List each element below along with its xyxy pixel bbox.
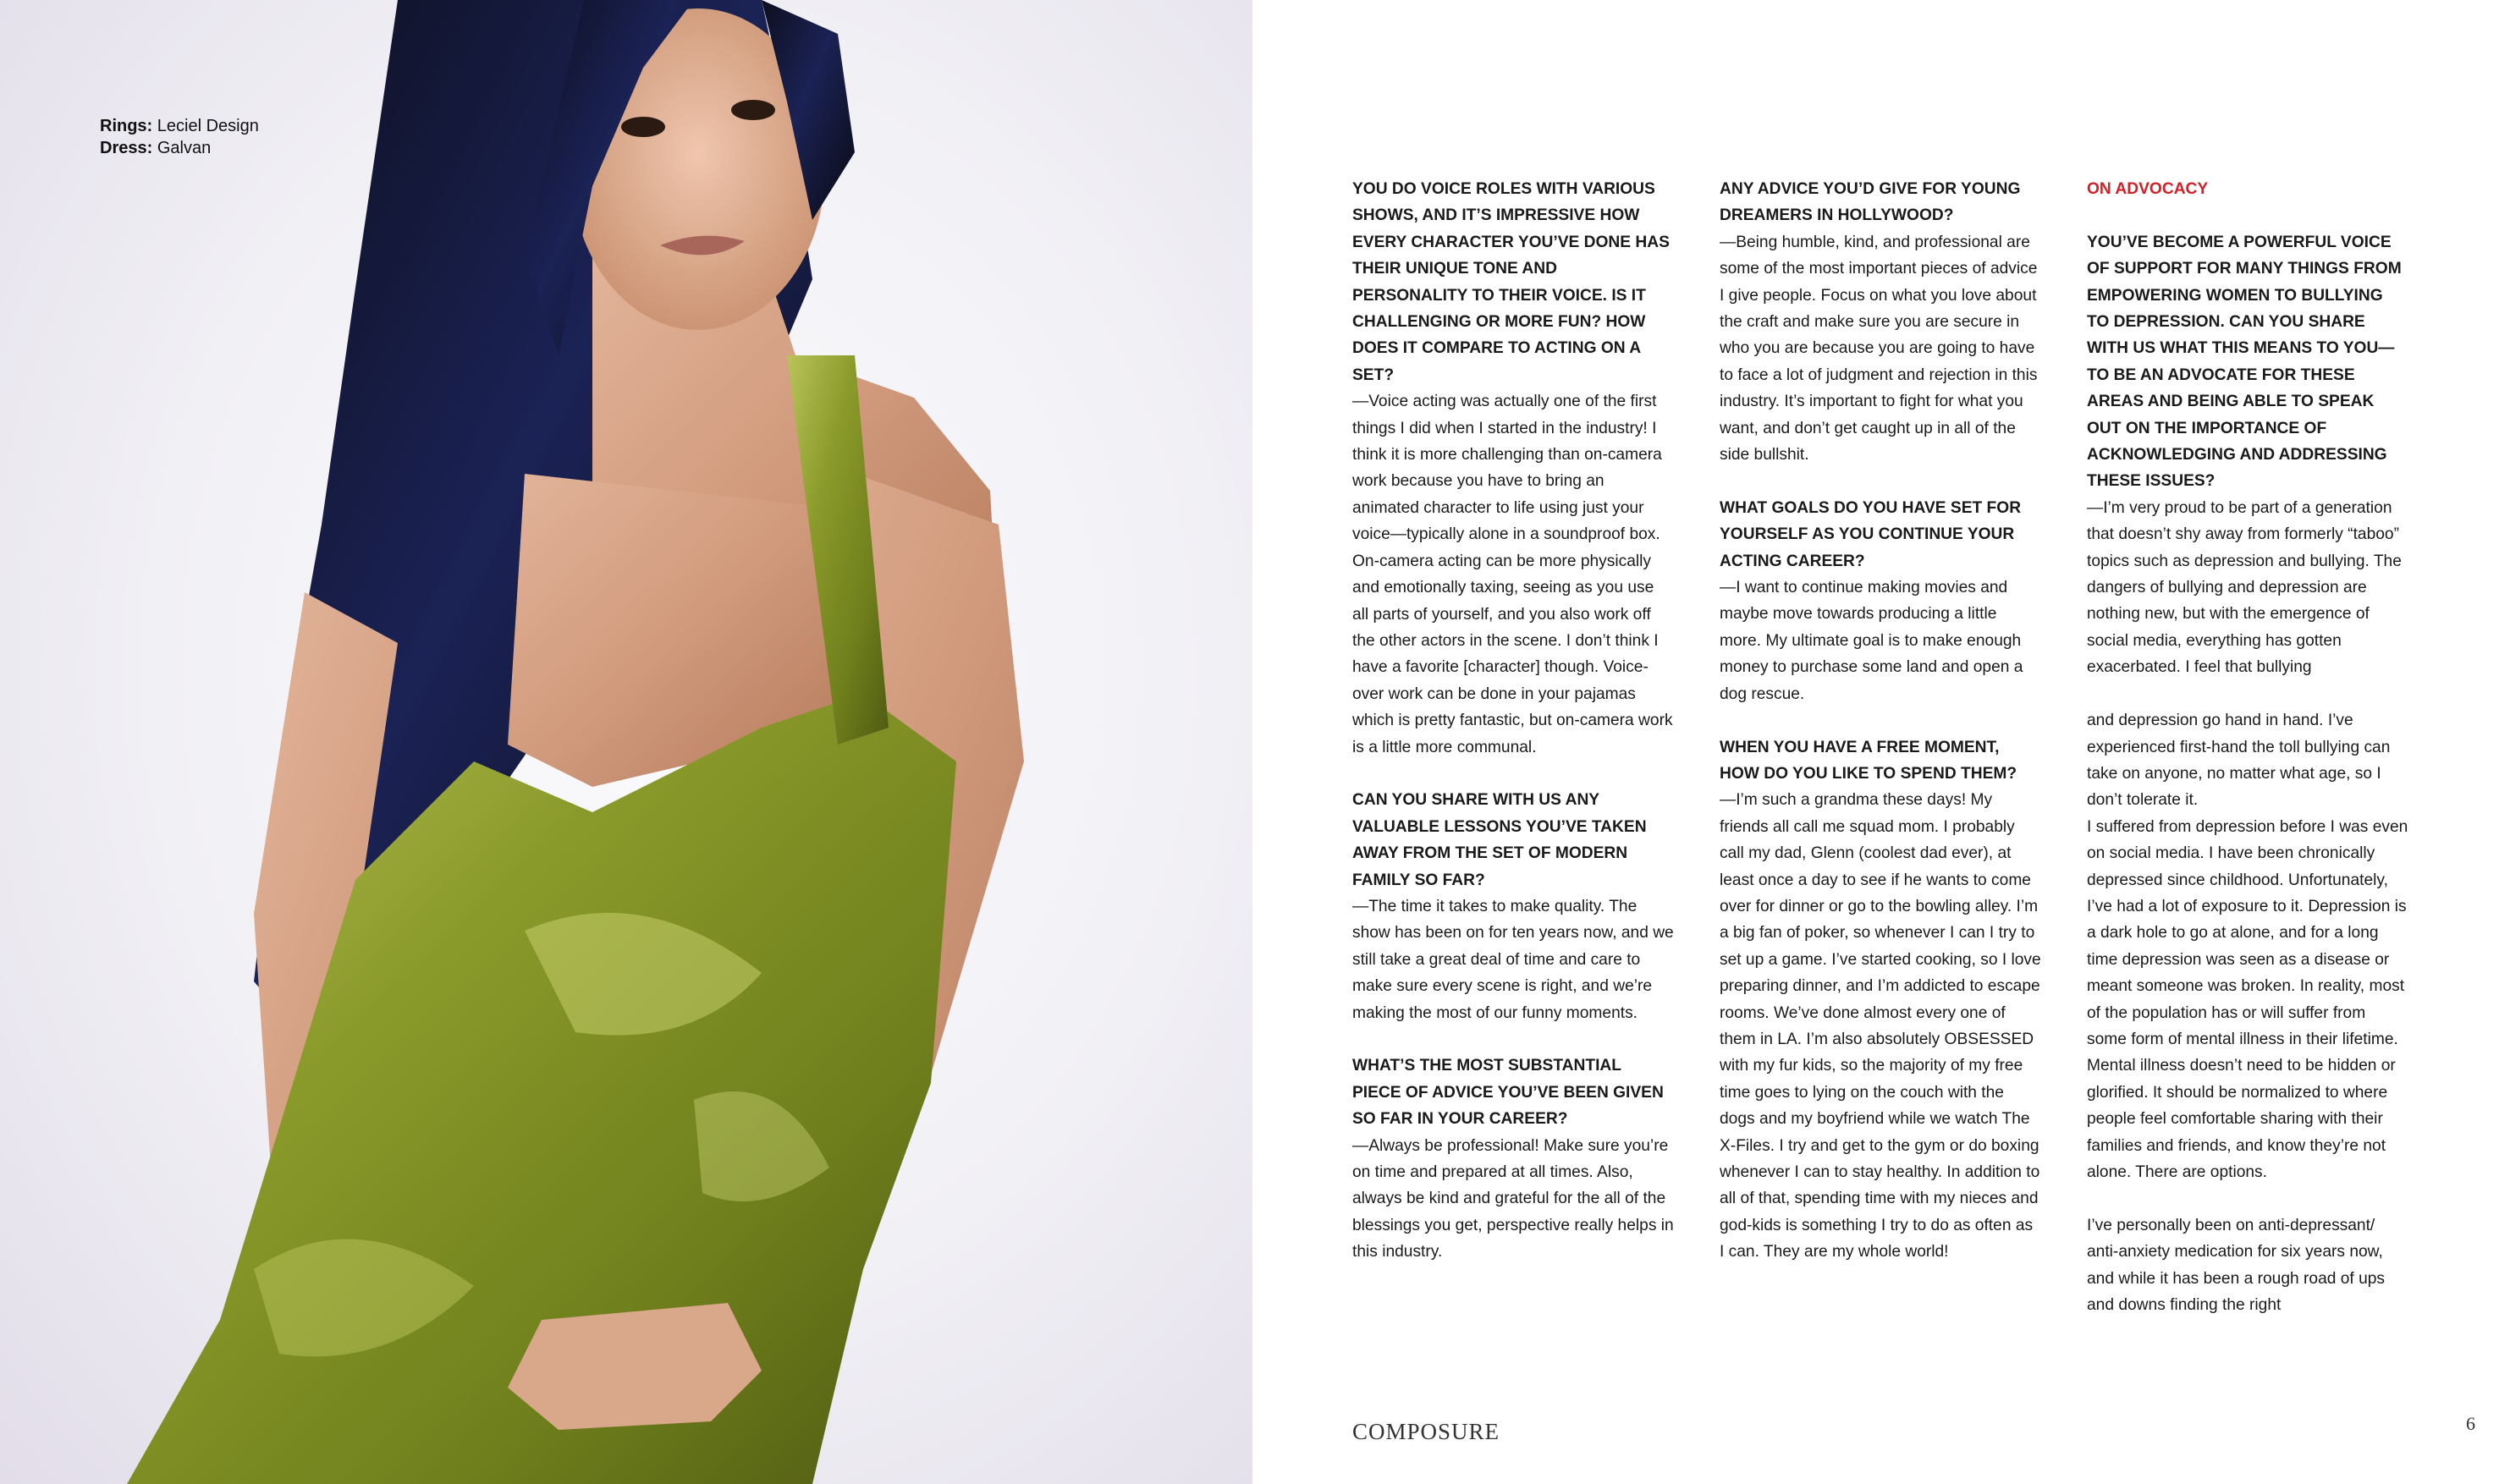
credit-rings-value: Leciel Design — [157, 117, 259, 135]
interview-question: WHAT’S THE MOST SUBSTANTIAL PIECE OF ADVICE YOU’VE BEEN GIVEN SO FAR IN YOUR CAREER? — [1352, 1057, 1664, 1129]
paragraph-spacer — [2087, 681, 2408, 707]
text-page — [1252, 0, 2499, 1484]
paragraph-spacer — [2087, 1185, 2408, 1212]
credit-dress-value: Galvan — [157, 139, 212, 157]
interview-question: YOU’VE BECOME A POWERFUL VOICE OF SUPPORT FOR MANY THINGS FROM EMPOWERING WOMEN TO BULLYING TO DEPRESSION. CAN YOU SHARE WITH US WHAT THIS MEANS TO YOU—TO BE AN ADVOCATE FOR THESE AREAS AND BEING ABLE TO SPEAK OUT ON THE IMPORTANCE OF ACKNOWLEDGING AND ADDRESSING THESE ISSUES? — [2087, 233, 2402, 491]
interview-question: CAN YOU SHARE WITH US ANY VALUABLE LESSONS YOU’VE TAKEN AWAY FROM THE SET OF MODERN FAMILY SO FAR? — [1352, 791, 1647, 889]
interview-question: ANY ADVICE YOU’D GIVE FOR YOUNG DREAMERS IN HOLLYWOOD? — [1720, 180, 2021, 225]
interview-answer: —I’m very proud to be part of a generation that doesn’t shy away from formerly “taboo” topics such as depression and bullying. The dangers of bullying and depression are nothing new, but with the emergence of social media, everything has gotten exacerbated. I feel that bullying — [2087, 498, 2402, 677]
paragraph-spacer — [1352, 1026, 1674, 1053]
paragraph-spacer — [1352, 761, 1674, 787]
interview-answer: I suffered from depression before I was even on social media. I have been chronically depressed since childhood. Unfortunately, I’ve had a lot of exposure to it. Depression is a dark hole to go at alone, and for a long time depression was seen as a disease or meant someone was broken. In reality, most of the population has or will suffer from some form of mental illness in their lifetime. Mental illness doesn’t need to be hidden or glorified. It should be normalized to where people feel comfortable sharing with their families and friends, and know they’re not alone. There are options. — [2087, 817, 2408, 1181]
interview-answer: —Voice acting was actually one of the first things I did when I started in the industry! I think it is more challenging than on-camera work because you have to bring an animated character to life using just your voice—typically alone in a soundproof box. On-camera acting can be more physically and emotionally taxing, seeing as you use all parts of yourself, and you also work off the other actors in the scene. I don’t think I have a favorite [character] though. Voice-over work can be done in your pajamas which is pretty fantastic, but on-camera work is a little more communal. — [1352, 393, 1673, 756]
interview-answer: —I’m such a grandma these days! My friends all call me squad mom. I probably call my dad, Glenn (coolest dad ever), at least once a day to see if he wants to come over for dinner or go to the bowling alley. I’m a big fan of poker, so whenever I can I try to set up a game. I’ve started cooking, so I love preparing dinner, and I’m addicted to escape rooms. We’ve done almost every one of them in LA. I’m also absolutely OBSESSED with my fur kids, so the majority of my free time goes to lying on the couch with the dogs and my boyfriend while we watch The X-Files. I try and get to the gym or do boxing whenever I can to stay healthy. In addition to all of that, spending time with my nieces and god-kids is something I try to do as often as I can. They are my whole world! — [1720, 791, 2041, 1261]
interview-answer: —Being humble, kind, and professional are some of the most important pieces of advice I give people. Focus on what you love about the craft and make sure you are secure in who you are because you are going to have to face a lot of judgment and rejection in this industry. It’s important to fight for what you want, and don’t get caught up in all of the side bullshit. — [1720, 233, 2038, 464]
interview-answer: I’ve personally been on anti-depressant/ anti-anxiety medication for six years now, and while it has been a rough road of ups and downs finding the right — [2087, 1216, 2386, 1315]
text-column-1 — [1352, 176, 1674, 1266]
interview-question: YOU DO VOICE ROLES WITH VARIOUS SHOWS, AND IT’S IMPRESSIVE HOW EVERY CHARACTER YOU’VE DONE HAS THEIR UNIQUE TONE AND PERSONALITY TO THEIR VOICE. IS IT CHALLENGING OR MORE FUN? HOW DOES IT COMPARE TO ACTING ON A SET? — [1352, 180, 1670, 384]
interview-answer: —Always be professional! Make sure you’re on time and prepared at all times. Also, always be kind and grateful for the all of the blessings you get, perspective really helps in this industry. — [1352, 1136, 1674, 1261]
paragraph-spacer — [2087, 202, 2408, 228]
paragraph-spacer — [1720, 468, 2041, 494]
credit-dress — [100, 137, 259, 159]
wardrobe-credits — [100, 115, 259, 159]
section-heading: ON ADVOCACY — [2087, 180, 2209, 198]
interview-question: WHEN YOU HAVE A FREE MOMENT, HOW DO YOU LIKE TO SPEND THEM? — [1720, 738, 2017, 783]
text-column-2 — [1720, 176, 2041, 1266]
interview-question: WHAT GOALS DO YOU HAVE SET FOR YOURSELF AS YOU CONTINUE YOUR ACTING CAREER? — [1720, 498, 2022, 570]
credit-rings — [100, 115, 259, 137]
paragraph-spacer — [1720, 707, 2041, 734]
interview-answer: —The time it takes to make quality. The show has been on for ten years now, and we still take a great deal of time and care to make sure every scene is right, and we’re making the most of our funny moments. — [1352, 897, 1674, 1022]
interview-answer: and depression go hand in hand. I’ve experienced first-hand the toll bullying can take on anyone, no matter what age, so I don’t tolerate it. — [2087, 712, 2391, 810]
credit-dress-label: Dress: — [100, 139, 153, 157]
interview-answer: —I want to continue making movies and maybe move towards producing a little more. My ultimate goal is to make enough money to purchase some land and open a dog rescue. — [1720, 579, 2023, 703]
text-column-3 — [2087, 176, 2408, 1318]
credit-rings-label: Rings: — [100, 117, 153, 135]
page-number: 6 — [2466, 1413, 2475, 1434]
magazine-brand: COMPOSURE — [1352, 1419, 1500, 1444]
